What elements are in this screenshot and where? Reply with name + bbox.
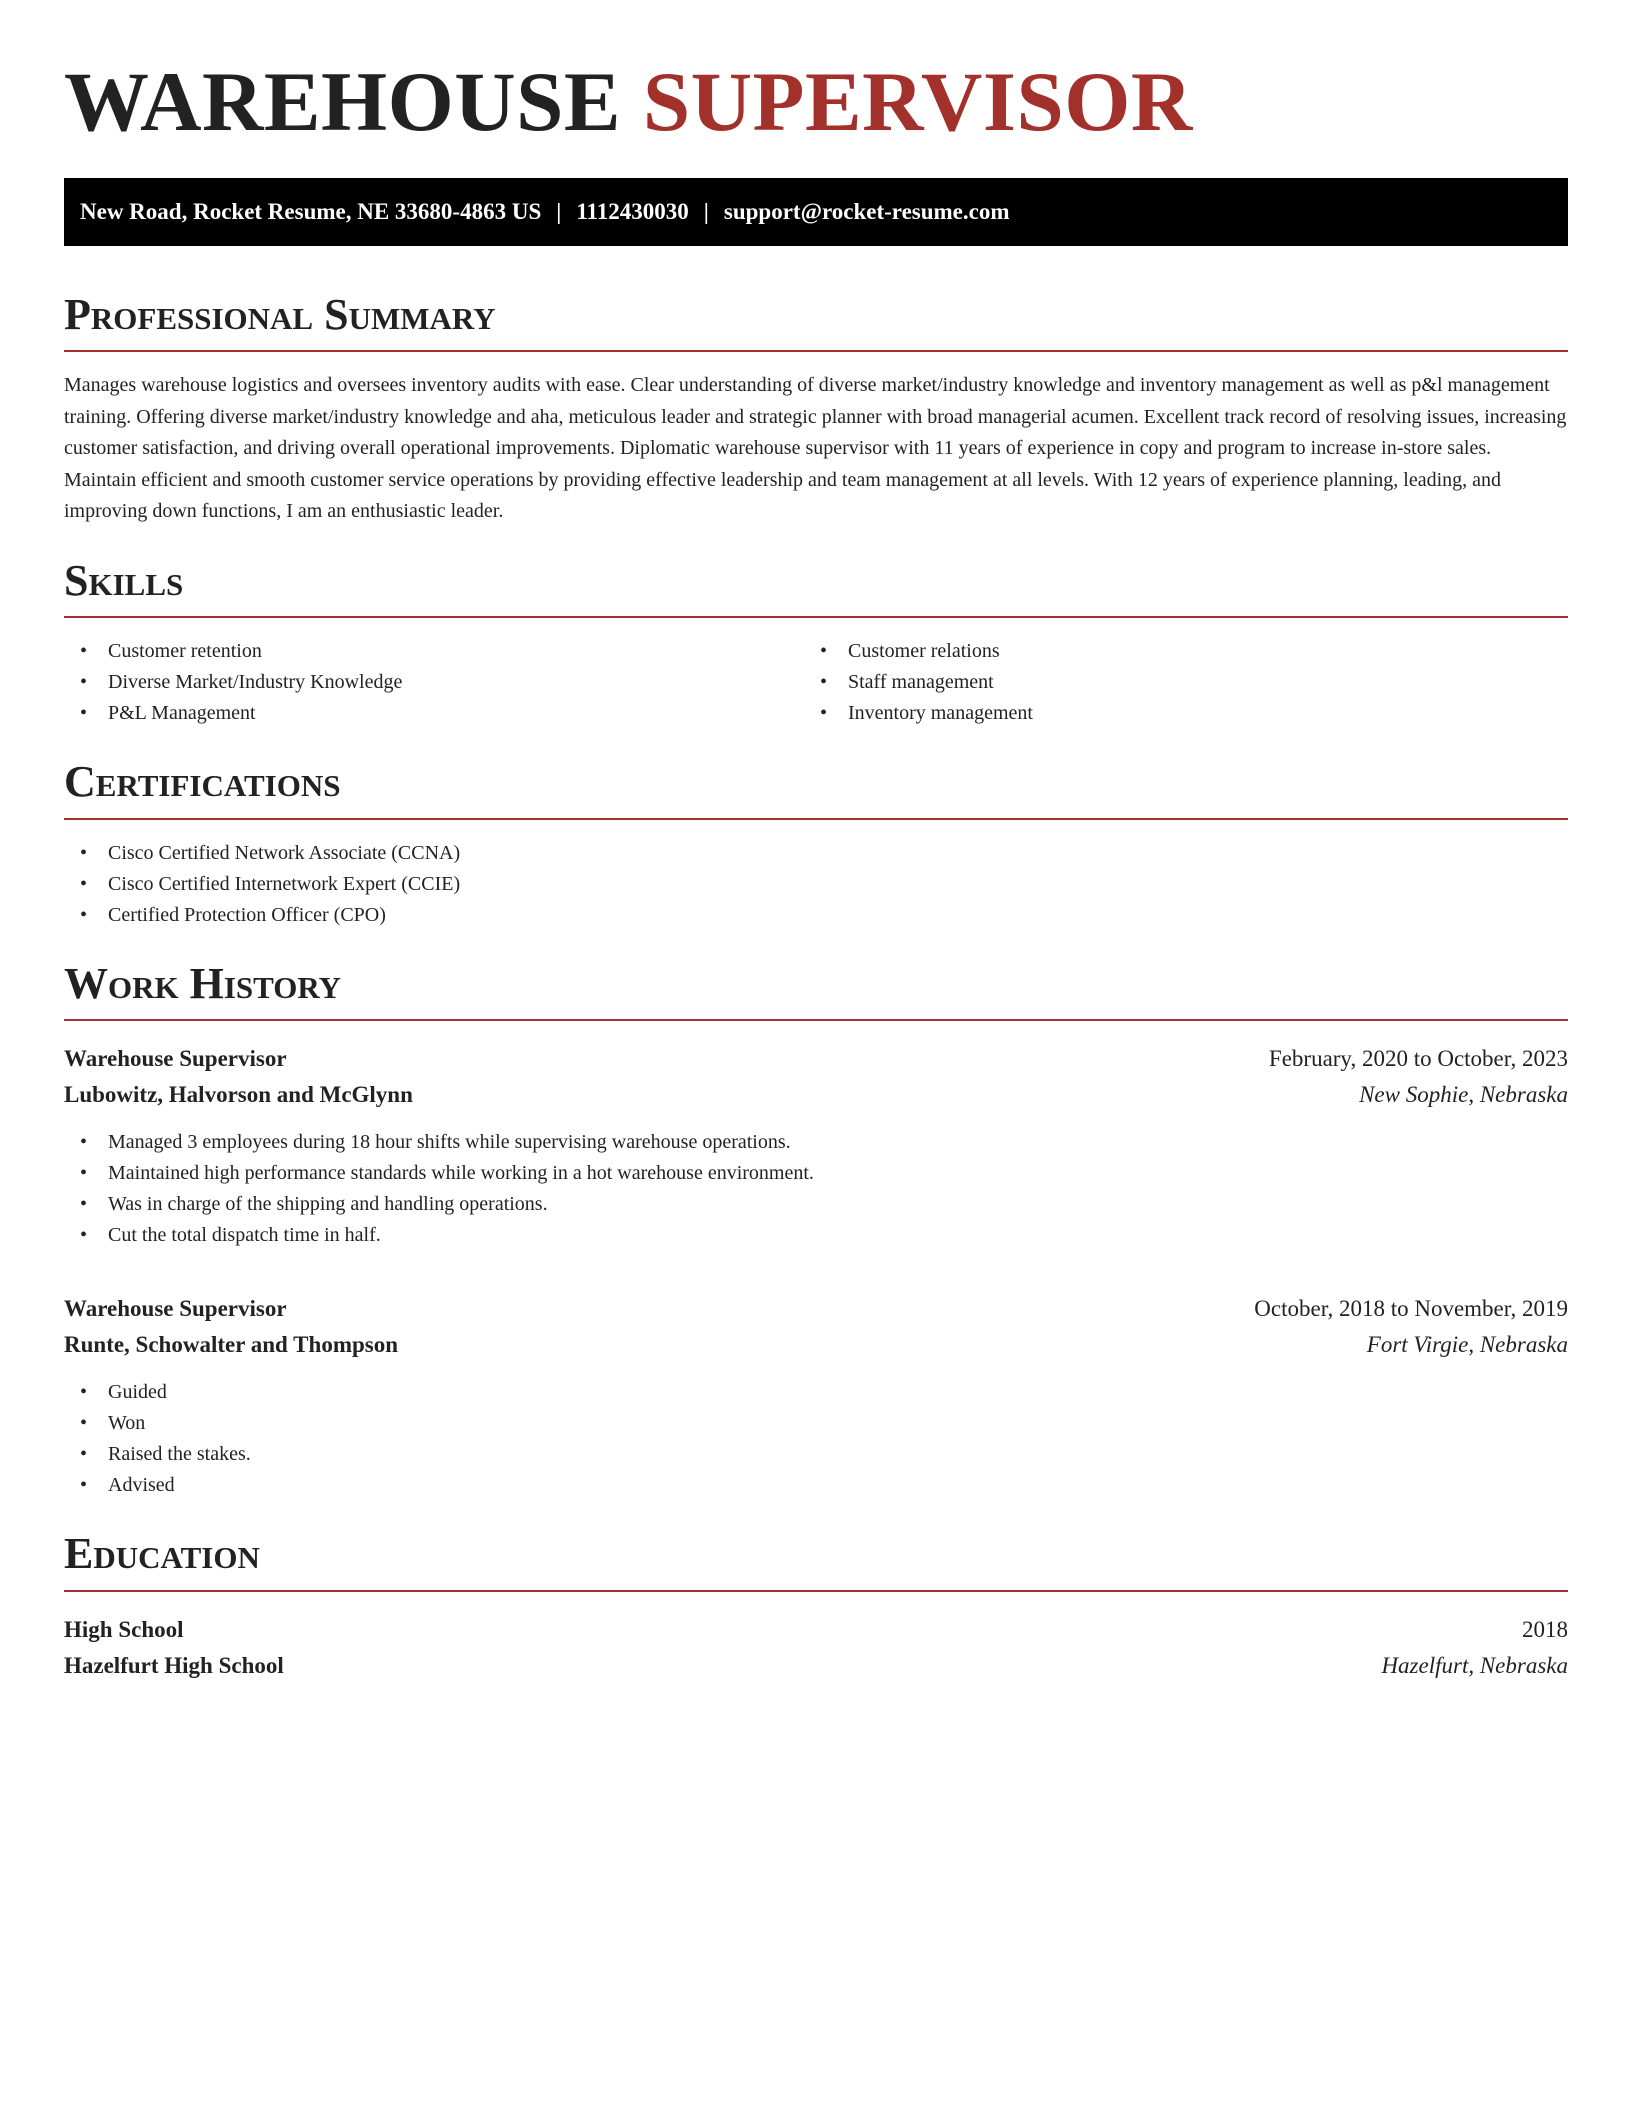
skill-item: • Inventory management [804, 698, 1568, 729]
skill-item: • Staff management [804, 667, 1568, 698]
job-bullet: • Advised [64, 1470, 1568, 1501]
education-year: 2018 [1522, 1616, 1568, 1642]
skill-item: • Diverse Market/Industry Knowledge [64, 667, 804, 698]
job-company: Lubowitz, Halvorson and McGlynn [64, 1082, 413, 1108]
job-bullets [64, 1377, 1568, 1501]
job-position: Warehouse Supervisor [64, 1046, 287, 1072]
education-section [64, 1529, 1568, 1684]
contact-address: New Road, Rocket Resume, NE 33680-4863 US [80, 198, 542, 224]
skills-section [64, 556, 1568, 730]
certifications-title: Certifications [64, 757, 1568, 820]
skills-title: Skills [64, 556, 1568, 619]
job-bullet: • Guided [64, 1377, 1568, 1408]
skills-list-right [804, 636, 1568, 729]
job-bullet: • Managed 3 employees during 18 hour shifts while supervising warehouse operations. [64, 1127, 1568, 1158]
name-last: SUPERVISOR [642, 55, 1193, 149]
education-school-row [64, 1648, 1568, 1684]
resume-name-heading [64, 56, 1568, 150]
education-entry [64, 1612, 1568, 1684]
summary-text: Manages warehouse logistics and oversees inventory audits with ease. Clear understanding of diverse market/industry knowledge and inventory management as well as p&l management training. Offering diverse market/industry knowledge and aha, meticulous leader and strategic planner with broad managerial acumen. Excellent track record of resolving issues, increasing customer satisfaction, and driving overall operational improvements. Diplomatic warehouse supervisor with 11 years of experience in copy and program to increase in-store sales. Maintain efficient and smooth customer service operations by providing effective leadership and team management at all levels. With 12 years of experience planning, leading, and improving down functions, I am an enthusiastic leader. [64, 374, 1567, 523]
job-company-row [64, 1327, 1568, 1363]
skill-item: • Customer relations [804, 636, 1568, 667]
contact-bar [64, 178, 1568, 246]
job-bullet: • Was in charge of the shipping and handling operations. [64, 1189, 1568, 1220]
job-dates: October, 2018 to November, 2019 [1254, 1296, 1568, 1322]
skills-list-left [64, 636, 804, 729]
work-history-section [64, 959, 1568, 1502]
job-bullet: • Won [64, 1408, 1568, 1439]
contact-email: support@rocket-resume.com [723, 198, 1010, 224]
contact-phone: 1112430030 [576, 198, 689, 224]
summary-section [64, 290, 1568, 528]
job-position: Warehouse Supervisor [64, 1296, 287, 1322]
education-location: Hazelfurt, Nebraska [1381, 1652, 1568, 1678]
skill-item: • Customer retention [64, 636, 804, 667]
education-title: Education [64, 1529, 1568, 1592]
education-degree: High School [64, 1616, 184, 1642]
job-entry [64, 1041, 1568, 1251]
certification-item: • Cisco Certified Internetwork Expert (CCIE) [64, 869, 1568, 900]
job-bullet: • Raised the stakes. [64, 1439, 1568, 1470]
job-company-row [64, 1077, 1568, 1113]
name-first: WAREHOUSE [64, 55, 622, 149]
contact-separator: | [703, 198, 709, 224]
job-company: Runte, Schowalter and Thompson [64, 1332, 399, 1358]
certifications-section [64, 757, 1568, 931]
job-dates: February, 2020 to October, 2023 [1268, 1046, 1568, 1072]
job-header-row [64, 1041, 1568, 1077]
skill-item: • P&L Management [64, 698, 804, 729]
education-school: Hazelfurt High School [64, 1652, 284, 1678]
job-entry [64, 1291, 1568, 1501]
certification-item: • Certified Protection Officer (CPO) [64, 900, 1568, 931]
job-bullet: • Cut the total dispatch time in half. [64, 1220, 1568, 1251]
contact-separator: | [556, 198, 562, 224]
skills-grid [64, 618, 1568, 729]
summary-title: Professional Summary [64, 290, 1568, 353]
education-header-row [64, 1612, 1568, 1648]
certification-item: • Cisco Certified Network Associate (CCNA) [64, 838, 1568, 869]
job-bullets [64, 1127, 1568, 1251]
work-history-title: Work History [64, 959, 1568, 1022]
job-location: New Sophie, Nebraska [1359, 1082, 1568, 1108]
job-header-row [64, 1291, 1568, 1327]
job-location: Fort Virgie, Nebraska [1366, 1332, 1568, 1358]
job-bullet: • Maintained high performance standards while working in a hot warehouse environment. [64, 1158, 1568, 1189]
certifications-list [64, 838, 1568, 931]
